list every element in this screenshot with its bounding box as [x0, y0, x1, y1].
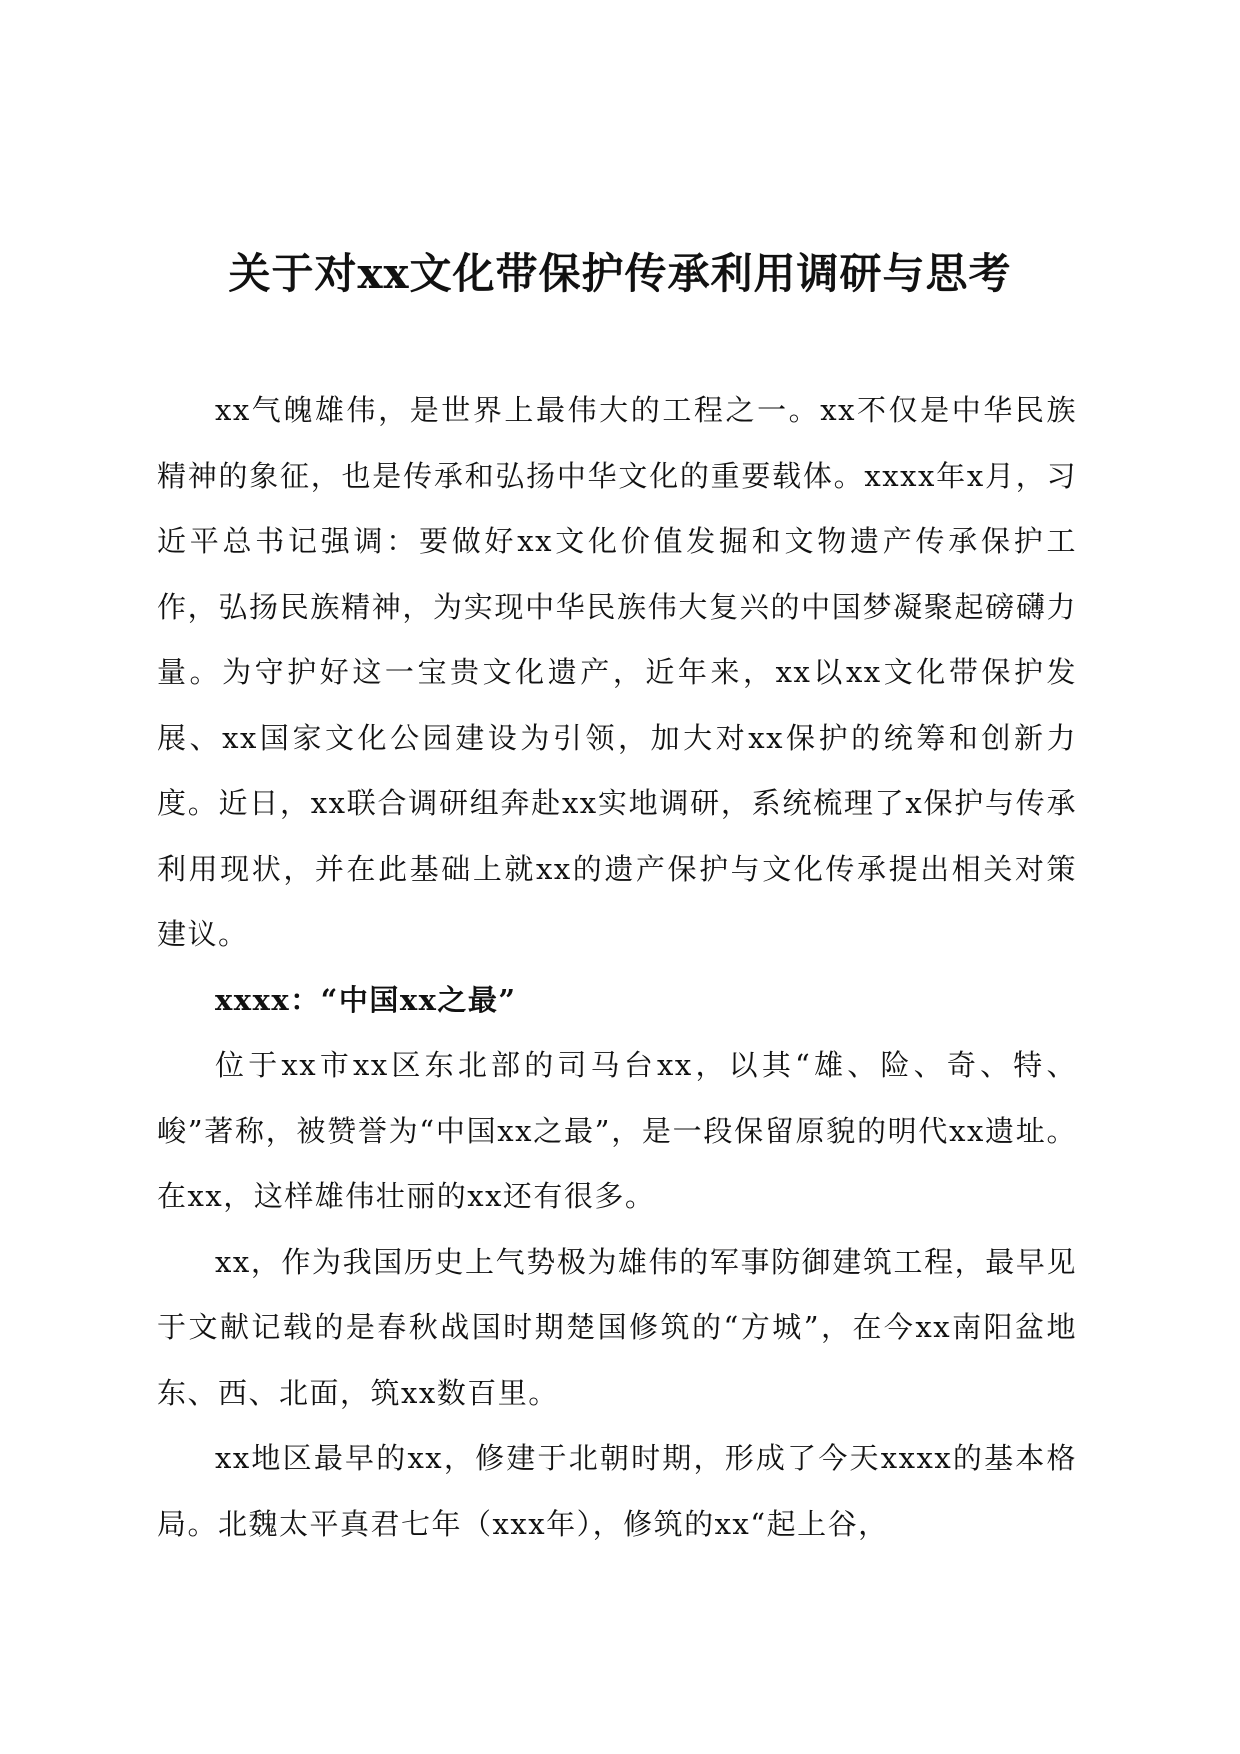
section-heading: xxxx：“中国xx之最”: [215, 982, 517, 1017]
document-title: 关于对xx文化带保护传承利用调研与思考: [228, 249, 1012, 298]
section-paragraph-3: xx地区最早的xx，修建于北朝时期，形成了今天xxxx的基本格局。北魏太平真君七年（xxx年），修筑的xx“起上谷，: [157, 1441, 1077, 1541]
document-body: [157, 378, 1077, 1557]
intro-paragraph: xx气魄雄伟，是世界上最伟大的工程之一。xx不仅是中华民族精神的象征，也是传承和弘扬中华文化的重要载体。xxxx年x月，习近平总书记强调：要做好xx文化价值发掘和文物遗产传承保护工作，弘扬民族精神，为实现中华民族伟大复兴的中国梦凝聚起磅礴力量。为守护好这一宝贵文化遗产，近年来，xx以xx文化带保护发展、xx国家文化公园建设为引领，加大对xx保护的统筹和创新力度。近日，xx联合调研组奔赴xx实地调研，系统梳理了x保护与传承利用现状，并在此基础上就xx的遗产保护与文化传承提出相关对策建议。: [157, 393, 1077, 951]
section-paragraph-1: 位于xx市xx区东北部的司马台xx，以其“雄、险、奇、特、峻”著称，被赞誉为“中国xx之最”，是一段保留原貌的明代xx遗址。在xx，这样雄伟壮丽的xx还有很多。: [157, 1048, 1077, 1213]
section-paragraph-2: xx，作为我国历史上气势极为雄伟的军事防御建筑工程，最早见于文献记载的是春秋战国时期楚国修筑的“方城”，在今xx南阳盆地东、西、北面，筑xx数百里。: [157, 1244, 1077, 1410]
